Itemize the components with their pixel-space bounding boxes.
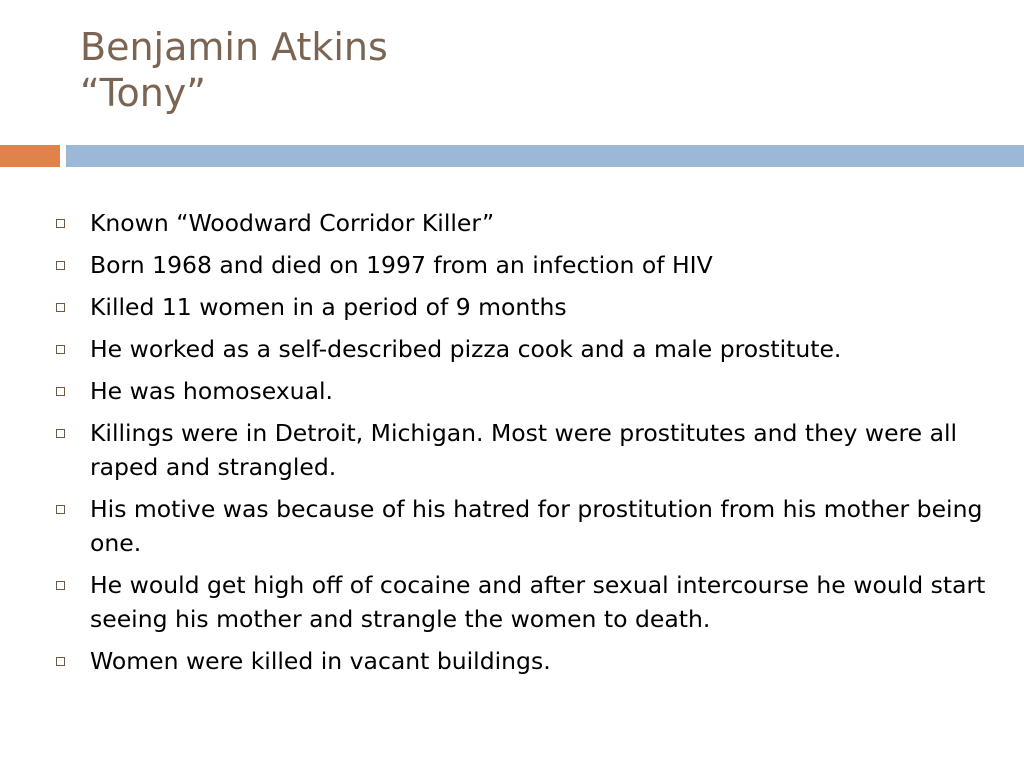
- bullet-item: [52, 332, 992, 366]
- accent-bar: [0, 145, 60, 167]
- bullet-text: Women were killed in vacant buildings.: [90, 647, 551, 675]
- bullet-text: Killings were in Detroit, Michigan. Most were prostitutes and they were all raped and strangled.: [90, 419, 958, 481]
- square-bullet-icon: [56, 657, 65, 666]
- bullet-text: Born 1968 and died on 1997 from an infection of HIV: [90, 251, 713, 279]
- square-bullet-icon: [56, 261, 65, 270]
- title-rule-bar: [66, 145, 1024, 167]
- bullet-item: [52, 492, 992, 560]
- bullet-item: [52, 568, 992, 636]
- bullet-text: Killed 11 women in a period of 9 months: [90, 293, 567, 321]
- bullet-item: [52, 374, 992, 408]
- square-bullet-icon: [56, 303, 65, 312]
- bullet-text: He worked as a self-described pizza cook and a male prostitute.: [90, 335, 842, 363]
- square-bullet-icon: [56, 429, 65, 438]
- square-bullet-icon: [56, 387, 65, 396]
- bullet-text: He was homosexual.: [90, 377, 333, 405]
- bullet-item: [52, 644, 992, 678]
- square-bullet-icon: [56, 219, 65, 228]
- bullet-text: Known “Woodward Corridor Killer”: [90, 209, 495, 237]
- bullet-item: [52, 206, 992, 240]
- slide-title: [80, 24, 388, 116]
- bullet-item: [52, 248, 992, 282]
- square-bullet-icon: [56, 581, 65, 590]
- title-line-name: Benjamin Atkins: [80, 25, 388, 69]
- square-bullet-icon: [56, 345, 65, 354]
- bullet-text: He would get high off of cocaine and after sexual intercourse he would start seeing his mother and strangle the women to death.: [90, 571, 986, 633]
- bullet-item: [52, 416, 992, 484]
- bullet-item: [52, 290, 992, 324]
- bullet-text: His motive was because of his hatred for prostitution from his mother being one.: [90, 495, 983, 557]
- square-bullet-icon: [56, 505, 65, 514]
- bullet-list: [52, 206, 992, 686]
- title-line-nickname: “Tony”: [80, 71, 206, 115]
